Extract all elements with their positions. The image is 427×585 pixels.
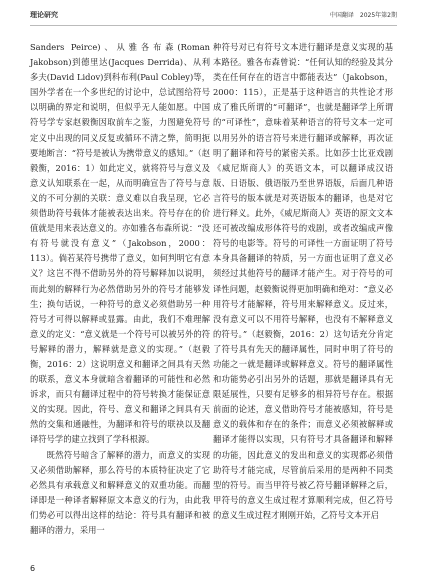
left-column — [30, 40, 210, 538]
journal-info — [324, 10, 397, 19]
journal-issue: 2025年第2期 — [359, 12, 397, 19]
paragraph: 既然符号暗含了解释的潜力，而意义的实现又必须借助解释，那么符号的本质特征决定了它必然具有承载意义和解释意义的双重功能。而翻译即是一种译者解释原文本意义的行为，由此我们势必可以得出这样的结论：符号具有翻译和被翻译的潜力，采用一 — [30, 449, 210, 535]
section-title: 理论研究 — [30, 11, 58, 19]
right-column — [213, 40, 393, 523]
paragraph: 种符号对已有符号文本进行翻译是意义实现的基本路径。雅各布森曾说：“任何认知的经验及其分类在任何存在的语言中都能表达”（Jakobson，2000：115），正是基于这种语言的共性论才形成了雅氏所谓的“可翻译”，也就是翻译学上所谓的“可译性”，意味着某种语言的符号文本一定可以用另外的语言符号来进行翻译或解释，再次证明了翻译和符号的紧密关系。比如莎士比亚戏剧《威尼斯商人》的英语文本，可以翻译成汉语版、日语版、俄语版乃至世界语版，后面几种语言符号的版本就是对英语版本的翻译，也是对它进行释义。此外，《威尼斯商人》英语的原文文本还可被改编成形体符号的戏剧，或者改编成声像符号的电影等。符号的可译性一方面证明了符号本身具备翻译的特质，另一方面也证明了意义必须经过其他符号的翻译才能产生。对于符号的可译性问题，赵毅衡说得更加明确和绝对：“意义必用符号才能解释，符号用来解释意义。反过来，没有意义可以不用符号解释，也没有不解释意义的符号。”（赵毅衡，2016：2）这句话充分肯定了符号具有先天的翻译属性，同时申明了符号的功能之一就是翻译或解释意义。符号的翻译属性和功能势必引出另外的话题，那就是翻译具有无限延展性，只要有足够多的相异符号存在。根据前面的论述，意义借助符号才能被感知，符号是意义的载体和存在的条件；而意义必须被解释或翻译才能得以实现，只有符号才具备翻译和解释的功能，因此意义的发出和意义的实现都必须借助符号才能完成，尽管前后采用的是两种不同类型的符号。而当甲符号被乙符号翻译解释之后，甲符号的意义生成过程才算顺利完成，但乙符号的意义生成过程才刚刚开始，乙符号文本开启 — [213, 42, 393, 520]
running-header — [30, 9, 397, 26]
page-number: 6 — [30, 564, 36, 573]
paragraph: Sanders Peirce)、从雅各布森(Roman Jakobson)到德里达(Jacques Derrida)、从利多夫(David Lidov)到科布利(Paul Cobley)等，国外学者在一个多世纪的讨论中，总试图给符号以明确的界定和说明，但似乎无人能如愿。中国符号学专家赵毅衡因取前车之鉴，力图避免符号定义中出现的同义反复或循环不清之弊，简明扼要地断言：“符号是被认为携带意义的感知。”（赵毅衡，2016：1）如此定义，就将符号与意义及意义认知联系在一起，从而明确宣告了符号与意义的不可分割的关联：意义难以自我呈现，它必须借助符号载体才能被表达出来。符号存在的价值就是用来表达意义的。亦如雅各布森所说：“没有符号就没有意义”（Jakobson，2000：113）。倘若某符号携带了意义，如何判明它有意义？这岂不得不借助另外的符号解释加以说明，而此刻的解释行为必然借助另外的符号才能够发生；换句话说，一种符号的意义必须借助另一种符号才可得以解释或显露。由此，我们不难理解意义的定义：“意义就是一个符号可以被另外的符号解释的潜力，解释就是意义的实现。”（赵毅衡，2016：2）这说明意义和翻译之间具有天然的联系，意义本身就暗含着翻译的可能性和必然诉求，而只有翻译过程中的符号转换才能保证意义的实现。因此，符号、意义和翻译之间具有天然的交集和通融性，为翻译和符号的联袂以及翻译符号学的建立找到了学科根源。 — [30, 42, 210, 445]
journal-name: 中国翻译 — [329, 12, 354, 19]
